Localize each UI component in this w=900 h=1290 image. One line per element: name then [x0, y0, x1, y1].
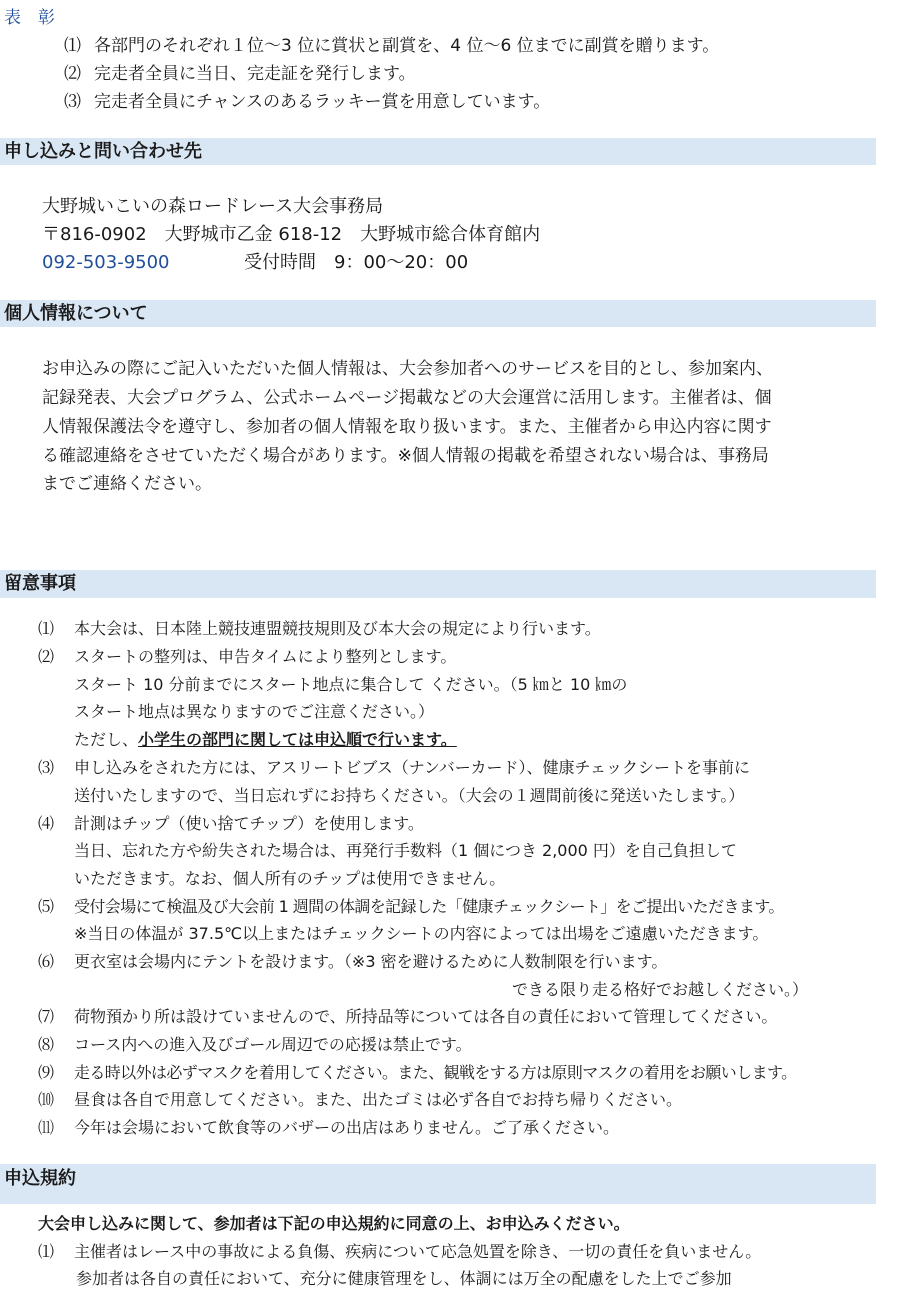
item-text: 今年は会場において飲食等のバザーの出店はありません。ご了承ください。	[74, 1118, 619, 1137]
contact-heading-bar	[0, 138, 876, 165]
item-number: ⑵	[38, 647, 55, 666]
item-text: 昼食は各自で用意してください。また、出たゴミは必ず各自でお持ち帰りください。	[74, 1090, 683, 1109]
privacy-line: お申込みの際にご記入いただいた個人情報は、大会参加者へのサービスを目的とし、参加案内、	[42, 359, 773, 379]
item-continuation: 参加者は各自の責任において、充分に健康管理をし、体調には万全の配慮をした上でご参加	[76, 1269, 732, 1288]
item-number: ⑶	[64, 92, 81, 112]
item-text: 主催者はレース中の事故による負傷、疾病について応急処置を除き、一切の責任を負いません。	[74, 1242, 762, 1261]
item-text: 計測はチップ（使い捨てチップ）を使用します。	[74, 814, 424, 833]
notes-item	[38, 949, 667, 972]
continuation-prefix: ただし、	[74, 730, 139, 749]
notes-item	[38, 1004, 777, 1027]
item-number: ⑼	[38, 1063, 55, 1082]
item-number: ⑴	[64, 36, 81, 56]
item-text: 本大会は、日本陸上競技連盟競技規則及び本大会の規定により行います。	[74, 619, 601, 638]
contact-phone-row	[42, 248, 468, 274]
item-text: 各部門のそれぞれ１位～3 位に賞状と副賞を、4 位～6 位までに副賞を贈ります。	[94, 36, 720, 56]
contact-heading: 申し込みと問い合わせ先	[4, 141, 202, 162]
terms-item	[38, 1239, 761, 1262]
item-number: ⑺	[38, 1007, 55, 1026]
notes-item	[38, 811, 424, 834]
notes-item	[38, 644, 456, 667]
privacy-line: 人情報保護法令を遵守し、参加者の個人情報を取り扱います。また、主催者から申込内容に関す	[42, 417, 772, 437]
item-continuation: いただきます。なお、個人所有のチップは使用できません。	[74, 869, 506, 888]
item-continuation: スタート 10 分前までにスタート地点に集合して ください。（5 ㎞と 10 ㎞の	[74, 675, 628, 694]
contact-office: 大野城いこいの森ロードレース大会事務局	[42, 196, 384, 217]
contact-phone[interactable]: 092-503-9500	[42, 252, 170, 273]
awards-item	[64, 87, 550, 112]
item-number: ⑽	[38, 1090, 55, 1109]
item-text: 荷物預かり所は設けていませんので、所持品等については各自の責任において管理してください。	[74, 1007, 778, 1026]
privacy-line: 記録発表、大会プログラム、公式ホームページ掲載などの大会運営に活用します。主催者は、個	[42, 388, 772, 408]
privacy-heading: 個人情報について	[4, 303, 148, 324]
notes-item	[38, 1115, 619, 1138]
item-text: 走る時以外は必ずマスクを着用してください。また、観戦をする方は原則マスクの着用をお願いします。	[74, 1063, 797, 1082]
item-text: 完走者全員に当日、完走証を発行します。	[94, 64, 416, 84]
emphasis-underline: 小学生の部門に関しては申込順で行います。	[138, 730, 457, 749]
terms-intro: 大会申し込みに関して、参加者は下記の申込規約に同意の上、お申込みください。	[38, 1214, 630, 1233]
item-number: ⑷	[38, 814, 55, 833]
item-number: ⑶	[38, 758, 55, 777]
item-number: ⑸	[38, 897, 55, 916]
notes-item	[38, 1060, 797, 1083]
terms-heading: 申込規約	[4, 1168, 76, 1189]
item-text: 受付会場にて検温及び大会前 1 週間の体調を記録した「健康チェックシート」をご提出いただきます。	[74, 897, 784, 916]
privacy-line: る確認連絡をさせていただく場合があります。※個人情報の掲載を希望されない場合は、事務局	[42, 446, 769, 466]
privacy-heading-bar	[0, 300, 876, 327]
item-number: ⑻	[38, 1035, 55, 1054]
item-continuation: 当日、忘れた方や紛失された場合は、再発行手数料（1 個につき 2,000 円）を自己負担して	[74, 841, 737, 860]
notes-item	[38, 1032, 472, 1055]
item-number: ⑾	[38, 1118, 55, 1137]
item-continuation	[74, 727, 457, 750]
privacy-line: までご連絡ください。	[42, 474, 212, 494]
notes-item	[38, 1087, 682, 1110]
item-continuation: 送付いたしますので、当日忘れずにお持ちください。（大会の１週間前後に発送いたします。）	[74, 786, 745, 805]
item-number: ⑴	[38, 1242, 55, 1261]
item-number: ⑴	[38, 619, 55, 638]
awards-title: 表 彰	[4, 8, 55, 28]
awards-item	[64, 59, 416, 84]
item-continuation: スタート地点は異なりますのでご注意ください。）	[74, 702, 435, 721]
contact-hours: 受付時間 9：00～20：00	[244, 252, 469, 273]
item-continuation: ※当日の体温が 37.5℃以上またはチェックシートの内容によっては出場をご遠慮いただきます。	[74, 924, 769, 943]
item-number: ⑹	[38, 952, 55, 971]
contact-address: 〒816-0902 大野城市乙金 618-12 大野城市総合体育館内	[42, 224, 541, 245]
notes-item	[38, 755, 750, 778]
item-text: 完走者全員にチャンスのあるラッキー賞を用意しています。	[94, 92, 551, 112]
item-continuation: できる限り走る格好でお越しください。）	[512, 980, 809, 999]
notes-item	[38, 616, 601, 639]
terms-heading-bar	[0, 1164, 876, 1204]
item-text: スタートの整列は、申告タイムにより整列とします。	[74, 647, 457, 666]
item-text: 申し込みをされた方には、アスリートビブス（ナンバーカード）、健康チェックシートを事前に	[74, 758, 751, 777]
item-number: ⑵	[64, 64, 81, 84]
item-text: コース内への進入及びゴール周辺での応援は禁止です。	[74, 1035, 472, 1054]
awards-item	[64, 31, 719, 56]
item-text: 更衣室は会場内にテントを設けます。（※3 密を避けるために人数制限を行います。	[74, 952, 668, 971]
notes-heading: 留意事項	[4, 573, 76, 594]
notes-heading-bar	[0, 570, 876, 598]
notes-item	[38, 894, 784, 917]
